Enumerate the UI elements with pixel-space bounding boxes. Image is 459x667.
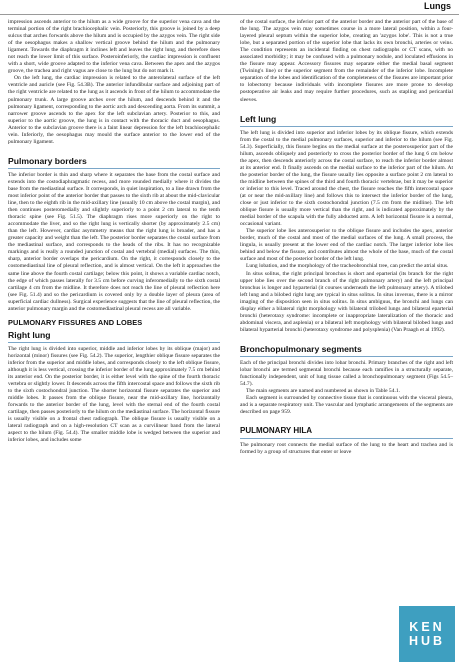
running-header xyxy=(0,0,459,15)
body-paragraph: On the left lung, the cardiac impression is related to the anterolateral surface of the left ventricle and auricle (see Fig. 54.3B). The anterior infundibular surface and adjoining part of the right ventricle are related to the lung as it ascends in front of the hilum to accommodate the pulmonary trunk. A large groove arches over the hilum, and descends behind it and the pulmonary ligament, corresponding to the aortic arch and descending aorta. From its summit, a narrower groove ascends to the apex for the left subclavian artery. Posterior to this, and superior to the aortic groove, the lung is in contact with the thoracic duct and oesophagus. Anterior to the subclavian groove there is a faint linear depression for the left brachiocephalic vein. Inferiorly, the oesophagus may mould the surface anterior to the lower end of the pulmonary ligament. xyxy=(8,75,220,145)
body-paragraph: In situs solitus, the right principal bronchus is short and eparterial (its branch for the right upper lobe lies over the second branch of the right pulmonary artery) and the left principal bronchus is longer and hyparterial (it courses underneath the left pulmonary artery). A trilobed left lung and a bilobed right lung are typical in situs solitus. In situs inversus, there is a mirror imaging of the disposition seen in situs solitus. In situs ambiguus, the bronchi and lungs can display either a bilateral right morphology with bilateral trilobed lungs and bilateral eparterial bronchi (heterotaxy syndrome: incomplete or inappropriate lateralization of the thoracic and abdominal viscera, and asplenia) or a bilateral left morphology with bilateral bilobed lungs and bilateral hyparterial bronchi (heterotaxy syndrome and polysplenia) (Van Praagh et al 1992). xyxy=(240,270,453,333)
section-heading-left-lung: Left lung xyxy=(240,109,453,127)
body-paragraph: Each of the principal bronchi divides into lobar bronchi. Primary branches of the right and left lobar bronchi are termed segmental bronchi because each ramifies in a structurally separate, functionally independent, unit of lung tissue called a bronchopulmonary segment (Figs 54.5–54.7). xyxy=(240,359,453,388)
body-paragraph: The inferior border is thin and sharp where it separates the base from the costal surface and extends into the costodiaphragmatic recess, and more rounded medially where it divides the base from the mediastinal surface. It corresponds, in quiet inspiration, to a line drawn from the most inferior point of the anterior border that passes to the sixth rib at about the mid-clavicular line, then to the eighth rib in the mid-axillary line (usually 10 cm above the costal margin), and then continues posteromedially and slightly superiorly to a point 2 cm lateral to the tenth thoracic spine (see Fig. 51.5). The diaphragm rises more superiorly on the right to accommodate the liver, and so the right lung is vertically shorter (by approximately 2.5 cm) than the left. However, cardiac asymmetry means that the right lung is broader, and has a greater capacity and weight than the left. The posterior border separates the costal surface from the mediastinal surface, and corresponds to the heads of the ribs. It has no recognizable markings and is really a rounded junction of costal and vertebral (medial) surfaces. The thin, sharp, anterior border overlaps the pericardium. On the right, it corresponds closely to the costomediastinal line of pleural reflection, and is almost vertical. On the left it approaches the same line above the fourth costal cartilage; below this point, it shows a variable cardiac notch, the edge of which passes laterally for 3.5 cm before curving inferomedially to the sixth costal cartilage 4 cm from the midline. It therefore does not reach the line of pleural reflection here (see Fig. 51.4) and so the pericardium is covered only by a double layer of pleura (area of superficial cardiac dullness). Surgical experience suggests that the line of pleural reflection, the anterior pulmonary margin and the costomediastinal pleural recess are all variable. xyxy=(8,171,220,312)
body-paragraph: The main segments are named and numbered as shown in Table 54.1. xyxy=(246,388,401,395)
logo-line-1: KEN xyxy=(409,620,445,634)
section-heading-pulmonary-borders: Pulmonary borders xyxy=(8,151,220,169)
section-heading-fissures-lobes: PULMONARY FISSURES AND LOBES xyxy=(8,317,143,327)
kenhub-logo xyxy=(399,606,455,662)
body-paragraph: The left lung is divided into superior and inferior lobes by its oblique fissure, which extends from the costal to the medial pulmonary surfaces, superior and inferior to the hilum (see Fig. 54.3). Superficially, this fissure begins on the medial surface at the posterosuperior part of the hilum, ascends obliquely and posteriorly to cross the posterior border of the lung 6 cm below the apex, then descends anteriorly across the costal surface, to reach the inferior border almost at its anterior end. It finally ascends on the medial surface to the inferior part of the hilum. At the posterior border of the lung, the fissure usually lies opposite a surface point 2 cm lateral to the midline between the spines of the third and fourth thoracic vertebrae, but it may be superior or inferior to this level. Traced around the chest, the fissure reaches the fifth intercostal space (at or near the mid-axillary line) and follows this to intersect the inferior border of the lung, close or just inferior to the sixth costochondral junction (7.5 cm from the midline). The left oblique fissure is usually more vertical than the right, and is indicated approximately by the medial border of the scapula with the fully abducted arm. A left horizontal fissure is a normal, occasional variant. xyxy=(240,129,453,228)
body-paragraph: of the costal surface, the inferior part of the anterior border and the anterior part of the base of the lung. The azygos vein may sometimes course in a more lateral position, within a four-layered pleural septum within the superior lobe, creating an 'azygos lobe'. This is not a true lobe, but a separated portion of the superior lobe that lacks its own bronchi, arteries or veins. The condition represents an incidental finding on chest radiographs or CT scans, with no associated morbidity; it may be confused with a pulmonary nodule, and loculated effusions in the fissure may appear. Accessory fissures may separate either the medial basal segment (Twining's line) or the superior segment from the remainder of the inferior lobe. Incomplete separation of the lobes and identification of the completeness of the fissures are important prior to lobectomy because individuals with incomplete fissures are more prone to develop postoperative air leaks and may require further procedures, such as stapling and pericardial sleeves. xyxy=(240,19,453,103)
section-heading-bronchopulmonary-segments: Bronchopulmonary segments xyxy=(240,339,453,357)
section-heading-right-lung: Right lung xyxy=(8,329,220,343)
section-heading-pulmonary-hila: PULMONARY HILA xyxy=(240,421,453,439)
header-title: Lungs xyxy=(424,1,451,11)
logo-line-2: HUB xyxy=(408,634,446,648)
right-column xyxy=(240,19,453,456)
left-column xyxy=(8,19,220,444)
body-paragraph: impression ascends anterior to the hilum as a wide groove for the superior vena cava and the terminal portion of the right brachiocephalic vein. Posteriorly, this groove is joined by a deep sulcus that arches forwards above the hilum and is occupied by the azygos vein. The right side of the oesophagus makes a shallow vertical groove behind the hilum and the pulmonary ligament. Towards the diaphragm it inclines left and leaves the right lung, and therefore does not reach the lower limit of this surface. Posteroinferiorly, the cardiac impression is confluent with a short, wide groove adapted to the inferior vena cava. Between the apex and the azygos groove, the trachea and right vagus are close to the lung but do not mark it. xyxy=(8,19,220,75)
body-paragraph: The right lung is divided into superior, middle and inferior lobes by its oblique (major) and horizontal (minor) fissures (see Fig. 54.2). The superior, lengthier oblique fissure separates the inferior from the superior and middle lobes, and corresponds closely to the left oblique fissure, although it is less vertical, crossing the inferior border of the lung approximately 7.5 cm behind its anterior end. On the posterior border, it is either level with the spine of the fourth thoracic vertebra or slightly lower. It descends across the fifth intercostal space and follows the sixth rib to the sixth costochondral junction. The shorter horizontal fissure separates the superior and middle lobes. It passes from the oblique fissure, near the mid-axillary line, horizontally forwards to the anterior border of the lung, level with the sternal end of the fourth costal cartilage, then passes posteriorly to the hilum on the mediastinal surface. The horizontal fissure is usually visible on a frontal chest radiograph. The oblique fissure is usually visible on a lateral radiograph and on a high-resolution CT scan as a curvilinear band from the lateral aspect to the hilum (Fig. 54.4). The smaller middle lobe is wedged between the superior and inferior lobes, and includes some xyxy=(8,345,220,444)
body-paragraph: The superior lobe lies anterosuperior to the oblique fissure and includes the apex, anterior border, much of the costal and most of the medial surfaces of the lung. A small process, the lingula, is usually present at the lower end of the cardiac notch. The larger inferior lobe lies behind and below the fissure, and contributes almost the whole of the base, much of the costal surface and most of the posterior border of the left lung. xyxy=(240,228,453,263)
body-paragraph: The pulmonary root connects the medial surface of the lung to the heart and trachea and is formed by a group of structures that enter or leave xyxy=(240,442,453,456)
body-paragraph: Each segment is surrounded by connective tissue that is continuous with the visceral pleura, and is a separate respiratory unit. The vascular and lymphatic arrangements of the segments are described on page 959. xyxy=(240,395,453,416)
body-paragraph: Lung lobation, and the morphology of the tracheobronchial tree, can predict the atrial situs. xyxy=(246,263,449,270)
